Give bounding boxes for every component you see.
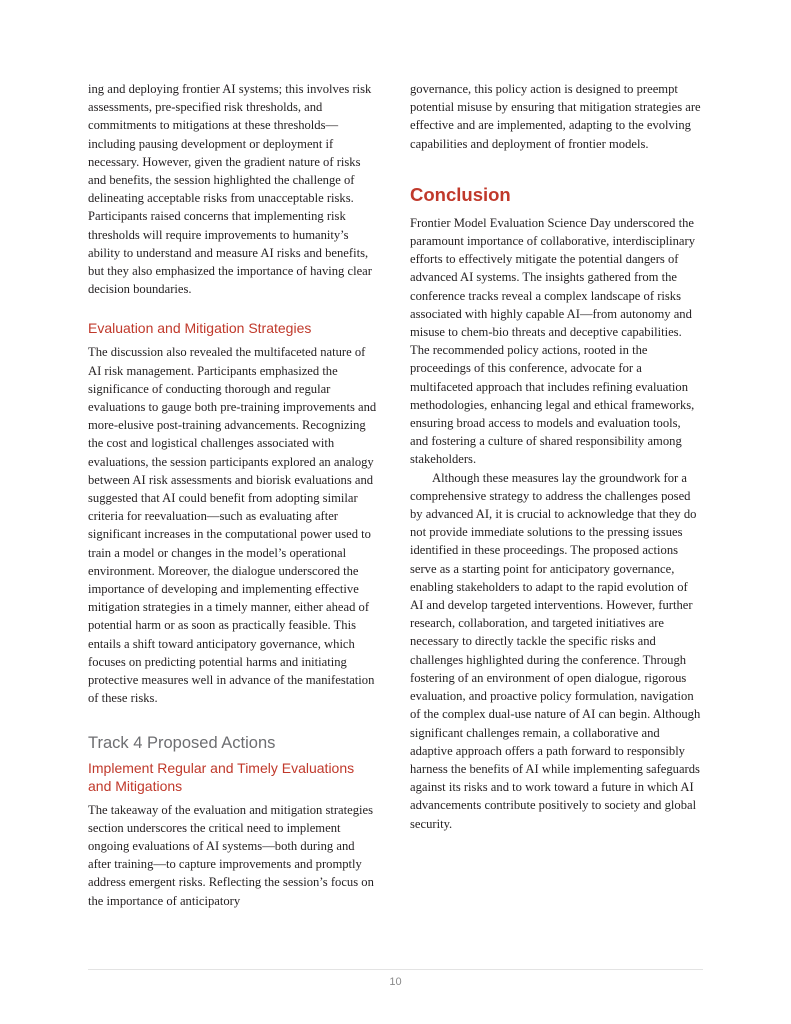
left-column — [88, 80, 380, 910]
page-number: 10 — [389, 976, 402, 988]
heading-implement-evaluations: Implement Regular and Timely Evaluations and Mitigations — [88, 759, 355, 794]
paragraph-multifaceted-risk: The discussion also revealed the multifaceted nature of AI risk management. Participants emphasized the significance of conducting thorough and regular evaluations to gauge both pre-training improvements and more-elusive post-training advancements. Recognizing the cost and logistical challenges associated with evaluations, the session participants explored an analogy between AI risk assessments and biorisk evaluations and suggested that AI could benefit from adopting similar criteria for reevaluation—such as evaluating after significant increases in the computational power used to train a model or changes in the model’s operational environment. Moreover, the dialogue underscored the importance of developing and implementing effective mitigation strategies in a timely manner, either ahead of potential harm or as soon as practically feasible. This entails a shift toward anticipatory governance, which focuses on predicting potential harms and initiating protective measures well in advance of the manifestation of these risks. — [88, 345, 377, 706]
paragraph-conclusion-summary: Frontier Model Evaluation Science Day underscored the paramount importance of collaborative, interdisciplinary efforts to effectively mitigate the potential dangers of advanced AI systems. The insights gathered from the conference tracks reveal a complex landscape of risks associated with highly capable AI—from autonomy and misuse to chem-bio threats and deceptive capabilities. The recommended policy actions, rooted in the proceedings of this conference, advocate for a multifaceted approach that includes refining evaluation methodologies, enhancing legal and ethical frameworks, ensuring broad access to models and evaluation tools, and fostering a culture of shared responsibility among stakeholders. — [410, 215, 696, 467]
heading-conclusion: Conclusion — [410, 183, 511, 205]
paragraph-takeaway: The takeaway of the evaluation and mitigation strategies section underscores the critical need to implement ongoing evaluations of AI systems—both during and after training—to capture improvements and promptly address emergent risks. Reflecting the session’s focus on the importance of anticipatory — [88, 802, 374, 908]
right-column — [410, 80, 702, 833]
heading-evaluation-mitigation: Evaluation and Mitigation Strategies — [88, 320, 312, 337]
paragraph-governance: governance, this policy action is designed to preempt potential misuse by ensuring that mitigation strategies are effective and are implemented, adapting to the evolving capabilities and deployment of frontier models. — [410, 82, 701, 151]
heading-track-4: Track 4 Proposed Actions — [88, 733, 276, 752]
paragraph-risk-thresholds: ing and deploying frontier AI systems; this involves risk assessments, pre-specified risk thresholds, and commitments to mitigations at these thresholds—including pausing development or deployment if necessary. However, given the gradient nature of risks and benefits, the session highlighted the challenge of delineating acceptable risks from unacceptable risks. Participants raised concerns that implementing risk thresholds will require improvements to humanity’s ability to understand and measure AI risks and benefits, but they also emphasized the importance of having clear decision boundaries. — [88, 82, 372, 297]
paragraph-conclusion-outlook: Although these measures lay the groundwork for a comprehensive strategy to address the challenges posed by advanced AI, it is crucial to acknowledge that they do not provide immediate solutions to the pressing issues identified in these proceedings. The proposed actions serve as a starting point for anticipatory governance, enabling stakeholders to adapt to the rapid evolution of AI and develop targeted interventions. However, further research, collaboration, and targeted initiatives are necessary to directly tackle the specific risks and challenges highlighted during the conference. Through fostering of an environment of open dialogue, rigorous evaluation, and proactive policy formulation, navigation of the complex dual-use nature of AI can begin. Although significant challenges remain, a collaborative and adaptive approach offers a path forward to responsibly harness the benefits of AI while implementing safeguards against its risks and to work toward a future in which AI advancements contribute positively to society and global security. — [410, 470, 701, 831]
footer-divider — [88, 969, 703, 970]
